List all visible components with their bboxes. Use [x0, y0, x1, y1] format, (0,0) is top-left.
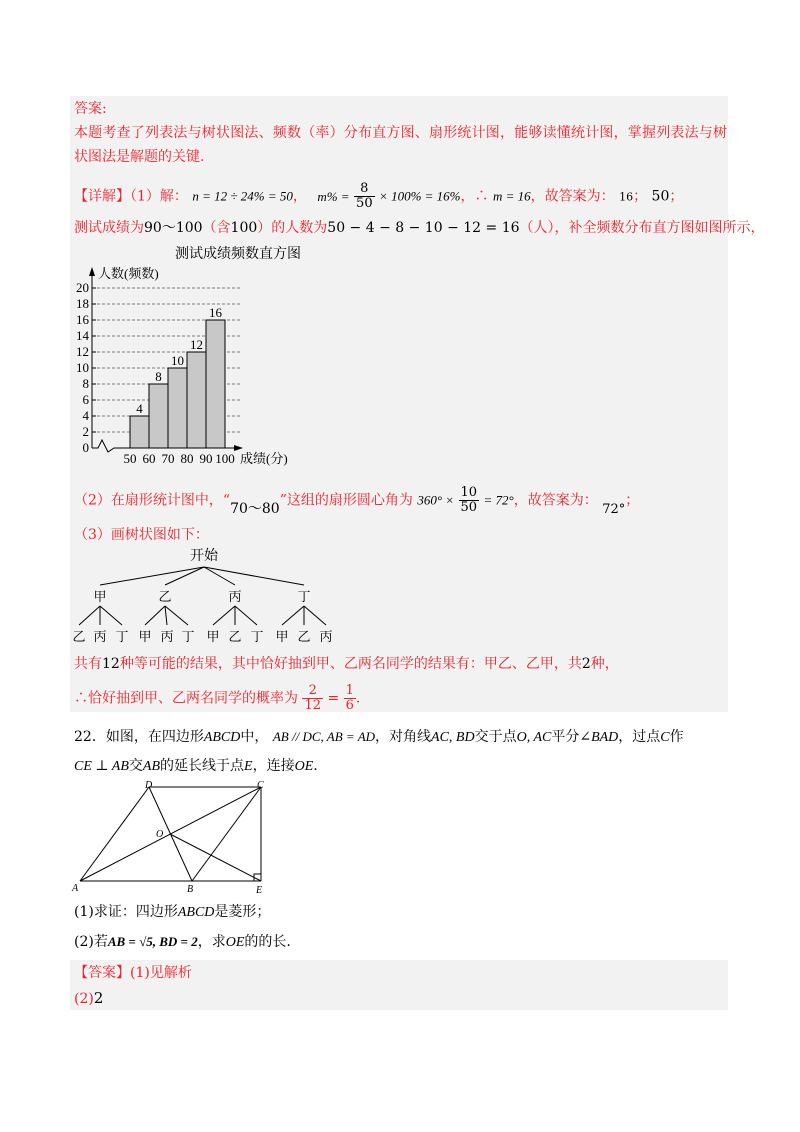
q-point-e: E — [244, 759, 253, 774]
part2-range: 70～80 — [230, 500, 280, 517]
count-text-c: ）的人数为 — [257, 220, 328, 236]
q-text-h: 的延长线于点 — [160, 758, 245, 774]
part1-therefore: ，∴ — [460, 188, 489, 205]
part1-eq1: n = 12 ÷ 24% = 50 — [192, 188, 293, 204]
part1-eq2-lhs: m% = — [317, 188, 350, 204]
intro-line-2: 状图法是解题的关键. — [74, 149, 205, 165]
chart-title: 测试成绩频数直方图 — [175, 247, 301, 262]
final-answer-label: 【答案】 — [74, 965, 130, 981]
probability-fraction-1 — [302, 684, 323, 713]
intro-line-1: 本题考查了列表法与树状图法、频数（率）分布直方图、扇形统计图，能够读懂统计图，掌握列表法与树 — [74, 125, 728, 141]
histogram-bar — [168, 368, 187, 448]
geometry-figure — [70, 778, 280, 896]
tree-branches-level1 — [100, 567, 304, 585]
sub-question-1 — [74, 902, 270, 923]
bar-value-label: 8 — [155, 369, 162, 384]
part2-lhs: 360° × — [417, 492, 455, 508]
tree-leaf: 甲 — [138, 629, 152, 644]
x-tick-label: 50 — [123, 451, 137, 466]
q-ab: AB — [142, 759, 161, 774]
histogram-bar — [149, 384, 168, 448]
tree-leaves — [72, 629, 332, 644]
result-line — [74, 654, 619, 674]
y-tick-label: 16 — [76, 312, 89, 327]
q-text-g: 交 — [128, 758, 143, 774]
bar-value-label: 12 — [190, 337, 203, 352]
part2-end: ； — [625, 492, 640, 509]
tree-node-l1-3: 丙 — [228, 589, 242, 604]
q-text-f: 作 — [669, 729, 684, 745]
part2-text-c: ，故答案为： — [513, 492, 598, 509]
part1-ans-end: ； — [669, 188, 684, 205]
fraction-denominator: 6 — [345, 698, 354, 713]
detail-label: 【详解】 — [74, 188, 130, 205]
y-axis-arrow — [89, 267, 95, 276]
q-abcd: ABCD — [203, 730, 241, 745]
tree-leaf: 丁 — [115, 629, 129, 644]
sub1-abcd: ABCD — [177, 905, 215, 920]
count-100: 100 — [230, 220, 258, 236]
part1-ans-sep: ； — [633, 188, 648, 205]
sub1-text-b: 是菱形； — [214, 904, 271, 920]
count-expression: 50 − 4 − 8 − 10 − 12 = 16 — [327, 220, 520, 236]
part1-eq2-rhs: × 100% = 16% — [379, 188, 461, 204]
count-text-d: （人），补全频数分布直方图如图所示， — [519, 220, 765, 236]
fraction-denominator: 50 — [356, 196, 373, 211]
y-tick-label: 8 — [82, 376, 89, 391]
fraction-numerator: 8 — [354, 182, 375, 197]
y-tick-label: 10 — [76, 360, 89, 375]
part2-text-a: （2）在扇形统计图中，“ — [74, 492, 231, 509]
bar-value-label: 10 — [171, 353, 184, 368]
tree-node-l1-1: 甲 — [93, 589, 107, 604]
count-range: 90～100 — [144, 220, 203, 236]
side-ad — [80, 787, 149, 881]
x-tick-label: 70 — [161, 451, 175, 466]
fraction-denominator: 12 — [304, 698, 321, 713]
y-tick-label: 6 — [82, 392, 89, 407]
q-cond1: AB // DC, AB = AD — [272, 729, 376, 744]
q-angle: ∠BAD — [579, 730, 619, 745]
final-answer-line-2 — [74, 988, 103, 1009]
q-point-o: O, AC — [516, 730, 552, 745]
sub2-oe: OE — [225, 935, 245, 950]
part1-eq3: m = 16 — [492, 188, 531, 204]
part1-comma: ， — [292, 188, 307, 205]
label-c: C — [257, 780, 264, 791]
tree-leaf: 乙 — [72, 629, 86, 644]
x-tick-label: 100 — [215, 451, 235, 466]
label-o: O — [156, 829, 164, 840]
result-total: 12 — [102, 656, 120, 672]
sub2-text-b: ，求 — [197, 934, 226, 950]
side-bc — [192, 787, 261, 881]
label-b: B — [187, 884, 194, 895]
q-text-c: 交于点 — [474, 729, 517, 745]
x-tick-label: 90 — [199, 451, 213, 466]
count-line — [74, 218, 765, 238]
part2-line — [74, 486, 639, 515]
result-text-c: 种， — [590, 656, 619, 672]
part1-ans2: 50 — [651, 188, 670, 205]
part1-ans1: 16 — [619, 190, 634, 204]
part2-rhs: = 72° — [483, 492, 514, 508]
y-tick-label: 4 — [82, 408, 89, 423]
count-text-b: （含 — [202, 220, 231, 236]
fraction-numerator: 1 — [345, 683, 354, 698]
q-point-c: C — [660, 730, 670, 745]
q-text-e: ，过点 — [618, 729, 661, 745]
fraction-denominator: 50 — [460, 500, 478, 515]
tree-leaf: 甲 — [206, 629, 220, 644]
chart-x-label: 成绩(分) — [240, 451, 288, 466]
tree-leaf: 丙 — [319, 629, 333, 644]
final-answer-part2-label: (2) — [74, 991, 94, 1007]
y-tick-label: 18 — [76, 296, 89, 311]
sub1-text-a: (1)求证：四边形 — [74, 904, 178, 920]
detail-line — [74, 182, 683, 211]
histogram-bar — [130, 416, 149, 448]
count-text-a: 测试成绩为 — [74, 220, 144, 236]
bar-value-label: 4 — [136, 401, 143, 416]
part2-answer: 72° — [602, 501, 626, 517]
chart-y-label: 人数(频数) — [98, 266, 159, 281]
final-answer-part1: (1)见解析 — [130, 965, 192, 981]
y-tick-label: 2 — [82, 424, 89, 439]
probability-text: ∴恰好抽到甲、乙两名同学的概率为 — [74, 690, 298, 707]
tree-node-l1-4: 丁 — [297, 589, 311, 604]
probability-line — [74, 684, 360, 713]
tree-node-l1-2: 乙 — [158, 589, 172, 604]
tree-leaf: 甲 — [275, 629, 289, 644]
probability-end: . — [355, 690, 361, 707]
q-ce: CE ⊥ AB — [74, 759, 129, 774]
label-e: E — [256, 885, 263, 896]
label-d: D — [145, 780, 153, 791]
fraction-numerator: 2 — [302, 684, 323, 699]
answer-heading: 答案: — [74, 101, 107, 117]
q-text-a: 中， — [240, 729, 269, 745]
tree-leaf: 乙 — [228, 629, 242, 644]
y-tick-label: 14 — [76, 328, 89, 343]
probability-fraction-2 — [344, 684, 356, 713]
label-a: A — [72, 883, 79, 894]
q-diagonals: AC, BD — [431, 730, 475, 745]
result-count: 2 — [581, 656, 591, 672]
chart-y-ticks — [76, 280, 96, 455]
tree-root: 开始 — [190, 549, 218, 564]
histogram-bar — [206, 320, 225, 448]
part1-answer-text: ，故答案为： — [530, 188, 615, 205]
part3-line: （3）画树状图如下： — [74, 527, 209, 543]
result-text-a: 共有 — [74, 656, 102, 672]
q-text-i: ，连接 — [252, 758, 295, 774]
y-tick-label: 20 — [76, 280, 89, 295]
histogram-chart — [70, 238, 320, 470]
tree-branches-level2 — [79, 606, 326, 625]
q-text-b: ，对角线 — [375, 729, 432, 745]
q-text-j: . — [313, 758, 318, 774]
x-tick-label: 80 — [180, 451, 194, 466]
probability-equals: = — [327, 690, 340, 707]
y-tick-label: 12 — [76, 344, 89, 359]
part2-fraction — [459, 486, 480, 515]
tree-leaf: 丙 — [93, 629, 107, 644]
tree-leaf: 丁 — [181, 629, 195, 644]
part1-label: （1）解： — [130, 188, 188, 205]
sub2-condition: AB = √5, BD = 2 — [107, 934, 198, 949]
x-tick-label: 60 — [142, 451, 156, 466]
y-tick-label: 0 — [82, 440, 89, 455]
question-line-1 — [74, 727, 684, 748]
final-answer-part2-value: 2 — [93, 989, 104, 1007]
tree-leaf: 丙 — [160, 629, 174, 644]
tree-diagram — [70, 545, 360, 650]
chart-x-ticks — [124, 451, 235, 466]
bar-value-label: 16 — [209, 305, 222, 320]
segment-oe — [170, 834, 261, 881]
final-answer-line-1 — [74, 963, 192, 983]
q-oe: OE — [294, 759, 314, 774]
result-text-b: 种等可能的结果，其中恰好抽到甲、乙两名同学的结果有：甲乙、乙甲，共 — [119, 656, 582, 672]
q-text-d: 平分 — [551, 729, 580, 745]
sub2-text-a: (2)若 — [74, 934, 108, 950]
question-number: 22．如图，在四边形 — [74, 729, 204, 745]
question-line-2 — [74, 756, 318, 777]
sub2-text-c: 的的长. — [244, 934, 291, 950]
sub-question-2 — [74, 932, 291, 953]
histogram-bar — [187, 352, 206, 448]
part2-text-b: ”这组的扇形圆心角为 — [279, 492, 413, 509]
tree-leaf: 丁 — [250, 629, 264, 644]
part1-fraction — [354, 182, 375, 211]
tree-leaf: 乙 — [297, 629, 311, 644]
fraction-numerator: 10 — [460, 485, 478, 500]
